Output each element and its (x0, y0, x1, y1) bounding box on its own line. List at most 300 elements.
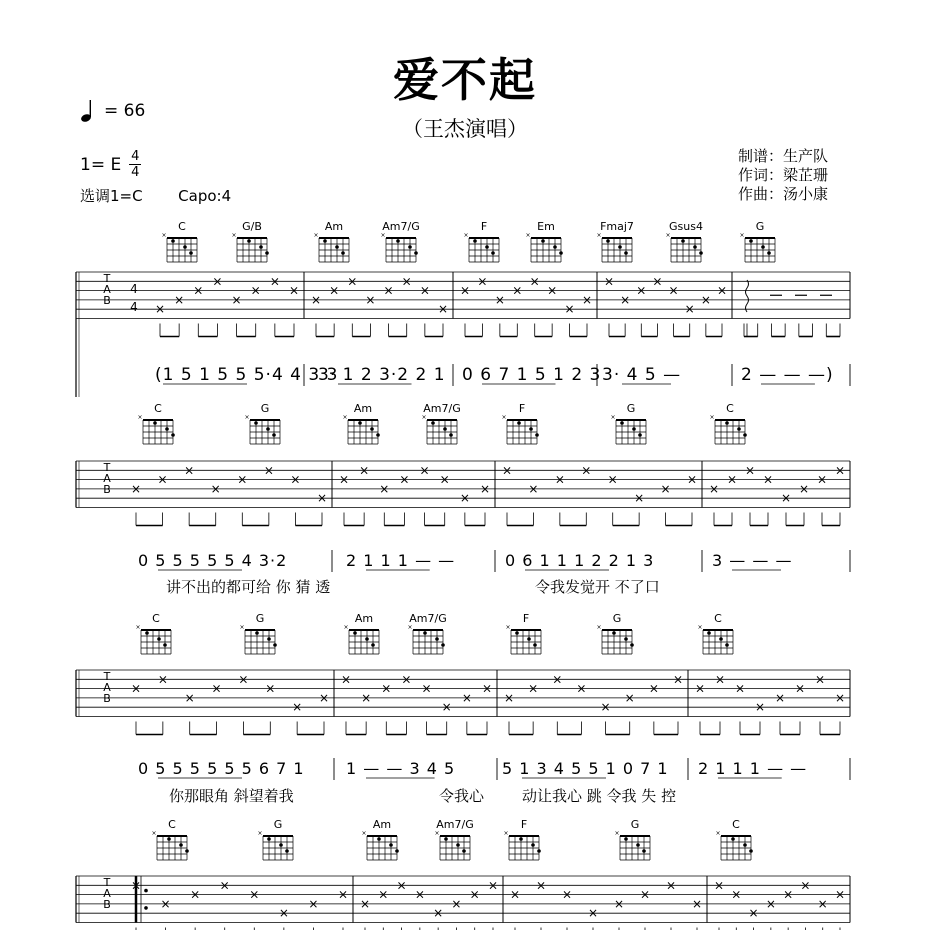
repeat-dot (144, 906, 148, 910)
chord-mute-mark: × (697, 624, 703, 631)
tab-note-mark: × (509, 887, 521, 902)
chord-mute-mark: × (421, 414, 427, 421)
tab-note-mark: × (451, 896, 462, 911)
tab-time-sig: 4 (130, 300, 138, 314)
tab-note-mark: × (157, 472, 168, 487)
chord-mute-mark: × (407, 624, 413, 631)
chord-finger-dot (541, 239, 545, 243)
tab-note-mark: × (816, 472, 828, 487)
tab-note-mark: × (263, 463, 274, 478)
tab-note-mark: × (834, 690, 846, 705)
capo-label: Capo:4 (178, 187, 232, 205)
chord-finger-dot (389, 843, 393, 847)
chord-name: Em (537, 220, 555, 233)
chord-mute-mark: × (525, 232, 531, 239)
tab-clef-letter: A (103, 887, 111, 900)
tab-note-mark: × (414, 887, 425, 902)
chord-finger-dot (273, 643, 277, 647)
chord-mute-mark: × (257, 830, 263, 837)
chord-name: G (626, 402, 636, 415)
chord-diagram-am7-g (421, 402, 460, 444)
tab-note-mark: × (708, 481, 720, 496)
tab-clef-letter: B (103, 294, 111, 307)
tab-note-mark: × (231, 292, 242, 307)
chord-mute-mark: × (505, 624, 511, 631)
tab-note-mark: × (160, 896, 171, 911)
time-sig-bottom: 4 (131, 165, 140, 180)
tab-note-mark: × (190, 887, 201, 902)
tab-note-mark: × (340, 672, 352, 687)
chord-finger-dot (737, 427, 741, 431)
chord-name: Am (324, 220, 344, 233)
tab-note-mark: × (174, 292, 185, 307)
chord-finger-dot (699, 251, 703, 255)
tab-note-mark: × (554, 472, 565, 487)
chord-finger-dot (624, 637, 628, 641)
song-subtitle: （王杰演唱） (402, 117, 528, 141)
chord-mute-mark: × (313, 232, 319, 239)
tab-note-mark: × (613, 896, 625, 911)
notation-measure: 3· 4 5 — (602, 365, 682, 385)
tab-note-mark: × (308, 896, 319, 911)
credit-arranger: 制谱：生产队 (738, 147, 829, 165)
notation-measure: 3· 1 2 3·2 2 1 (318, 365, 446, 385)
chord-finger-dot (396, 239, 400, 243)
tab-note-mark: × (269, 274, 280, 289)
chord-finger-dot (707, 631, 711, 635)
notation-measure: 2 — — —) (741, 365, 834, 385)
tab-note-mark: × (581, 463, 592, 478)
chord-diagram-g (614, 818, 650, 860)
tab-note-mark: × (361, 690, 372, 705)
chord-mute-mark: × (137, 414, 143, 421)
tab-clef-letter: A (103, 681, 111, 694)
chord-finger-dot (606, 239, 610, 243)
tab-note-mark: × (437, 302, 449, 317)
chord-mute-mark: × (614, 830, 620, 837)
chord-name: C (726, 402, 734, 415)
chord-diagram-g (739, 220, 775, 262)
chord-finger-dot (285, 849, 289, 853)
chord-name: F (522, 612, 530, 625)
chord-finger-dot (443, 427, 447, 431)
chord-diagram-g (596, 612, 633, 654)
chord-diagram-g (257, 818, 293, 860)
chord-finger-dot (259, 245, 263, 249)
chord-name: Am (353, 402, 373, 415)
chord-finger-dot (414, 251, 418, 255)
credit-lyricist: 作词：梁芷珊 (738, 166, 829, 184)
chord-finger-dot (266, 427, 270, 431)
chord-name: C (152, 612, 160, 625)
chord-diagram-g (610, 402, 646, 444)
tab-note-mark: × (184, 690, 195, 705)
tab-note-mark: × (834, 887, 846, 902)
chord-finger-dot (353, 631, 357, 635)
lyric-phrase: 令我心 (439, 787, 485, 805)
tab-note-mark: × (359, 896, 371, 911)
tab-note-mark: × (399, 472, 410, 487)
lyric-phrase: 讲不出的都可给 你 猜 透 (166, 578, 331, 596)
tab-note-mark: × (365, 292, 376, 307)
notation-measure: 0 6 7 1 5 1 2 3 (462, 365, 602, 385)
chord-finger-dot (632, 427, 636, 431)
chord-mute-mark: × (161, 232, 167, 239)
tab-note-mark: × (439, 472, 450, 487)
tab-note-mark: × (347, 274, 358, 289)
chord-name: F (520, 818, 528, 831)
tab-note-mark: × (130, 878, 142, 893)
chord-finger-dot (358, 421, 362, 425)
tab-note-mark: × (237, 472, 248, 487)
lyric-phrase: 令我发觉开 不了口 (535, 578, 660, 596)
chord-mute-mark: × (151, 830, 157, 837)
tab-note-mark: × (210, 481, 221, 496)
chord-diagram-g-b (231, 220, 268, 262)
tab-note-mark: × (794, 681, 806, 696)
tab-note-mark: × (564, 302, 575, 317)
lyrics-line-2 (166, 578, 660, 596)
chord-diagram-am7-g (380, 220, 419, 262)
tab-note-mark: × (744, 463, 756, 478)
tab-note-mark: × (798, 481, 810, 496)
tab-note-mark: × (800, 878, 811, 893)
chord-finger-dot (341, 251, 345, 255)
tab-note-mark: × (459, 491, 470, 506)
chord-name: Am7/G (382, 220, 420, 233)
chord-name: F (518, 402, 526, 415)
tab-note-mark: × (211, 681, 222, 696)
tab-note-mark: × (603, 274, 615, 289)
tab-note-mark: × (184, 463, 195, 478)
chord-diagram-gsus4 (665, 220, 703, 262)
tab-note-mark: × (634, 491, 645, 506)
chord-finger-dot (618, 245, 622, 249)
chord-name: G (260, 402, 270, 415)
tab-note-mark: × (157, 672, 168, 687)
chord-mute-mark: × (709, 414, 715, 421)
tab-clef-letter: T (103, 461, 111, 474)
tab-note-mark: × (396, 878, 407, 893)
chord-finger-dot (456, 843, 460, 847)
chord-finger-dot (449, 433, 453, 437)
chord-finger-dot (725, 643, 729, 647)
chord-finger-dot (531, 843, 535, 847)
tab-note-mark: × (672, 672, 684, 687)
tab-note-mark: × (378, 887, 389, 902)
chord-diagram-c (135, 612, 171, 654)
tab-note-mark: × (477, 274, 488, 289)
tab-note-mark: × (639, 887, 651, 902)
tab-note-mark: × (503, 690, 515, 705)
time-sig-top: 4 (131, 149, 140, 164)
tab-note-mark: × (624, 690, 635, 705)
tab-note-mark: × (401, 672, 412, 687)
chord-finger-dot (153, 421, 157, 425)
chord-finger-dot (145, 631, 149, 635)
notation-measure: (1 5 1 5 5 5·4 4 3 3 (155, 365, 339, 385)
chord-finger-dot (491, 251, 495, 255)
tab-note-mark: × (479, 481, 491, 496)
chord-finger-dot (559, 251, 563, 255)
notation-measure: 0 5 5 5 5 5 5 6 7 1 (138, 759, 305, 778)
tab-note-mark: × (288, 283, 300, 298)
chord-finger-dot (431, 421, 435, 425)
chord-finger-dot (473, 239, 477, 243)
chord-diagram-c (161, 220, 197, 262)
tab-clef-letter: T (103, 670, 111, 683)
chord-diagram-am (342, 402, 379, 444)
tab-note-mark: × (731, 887, 742, 902)
chord-mute-mark: × (596, 232, 602, 239)
chord-mute-mark: × (239, 624, 245, 631)
tab-note-mark: × (600, 700, 611, 715)
tab-clef-letter: B (103, 898, 111, 911)
chord-mute-mark: × (244, 414, 250, 421)
chord-name: G (255, 612, 265, 625)
tab-note-mark: × (461, 690, 472, 705)
tab-note-mark: × (154, 302, 166, 317)
credit-composer: 作曲：汤小康 (738, 185, 829, 203)
chord-finger-dot (179, 843, 183, 847)
tab-note-mark: × (535, 878, 547, 893)
arpeggio-mark (746, 280, 749, 312)
tab-note-mark: × (337, 887, 349, 902)
chord-name: Am (354, 612, 374, 625)
chord-finger-dot (515, 631, 519, 635)
chord-finger-dot (749, 849, 753, 853)
tab-note-mark: × (668, 283, 679, 298)
chord-mute-mark: × (361, 830, 367, 837)
chord-finger-dot (624, 251, 628, 255)
tab-note-mark: × (734, 681, 746, 696)
chord-finger-dot (485, 245, 489, 249)
chord-mute-mark: × (231, 232, 237, 239)
chord-finger-dot (267, 637, 271, 641)
tab-note-mark: × (834, 463, 846, 478)
notation-measure: 3 — — — (712, 551, 793, 570)
numbered-notation-3 (138, 758, 850, 780)
chord-finger-dot (371, 643, 375, 647)
tab-note-mark: × (401, 274, 412, 289)
tab-note-mark: × (529, 274, 540, 289)
lyrics-line-3 (169, 787, 676, 805)
song-title: 爱不起 (393, 53, 537, 107)
tab-note-mark: × (310, 292, 322, 307)
tab-note-mark: × (469, 887, 480, 902)
tab-note-mark: × (814, 672, 826, 687)
chord-mute-mark: × (343, 624, 349, 631)
chord-finger-dot (535, 433, 539, 437)
tab-note-mark: × (552, 672, 563, 687)
tab-clef-letter: B (103, 692, 111, 705)
tab-note-mark: × (379, 481, 390, 496)
chord-diagram-f (501, 402, 538, 444)
chord-finger-dot (323, 239, 327, 243)
chord-mute-mark: × (610, 414, 616, 421)
chord-diagram-am (361, 818, 398, 860)
tab-note-mark: × (487, 878, 499, 893)
chord-finger-dot (630, 643, 634, 647)
tab-note-mark: × (765, 896, 776, 911)
tuning-label: 选调1=C (80, 187, 143, 205)
tab-note-mark: × (817, 896, 828, 911)
chord-finger-dot (267, 837, 271, 841)
chord-finger-dot (185, 849, 189, 853)
chord-finger-dot (265, 251, 269, 255)
chord-finger-dot (767, 251, 771, 255)
chord-finger-dot (423, 631, 427, 635)
key-label: 1= E (80, 154, 122, 175)
chord-diagram-c (697, 612, 733, 654)
chord-mute-mark: × (501, 414, 507, 421)
chord-finger-dot (533, 643, 537, 647)
tab-note-mark: × (249, 887, 260, 902)
tab-clef-letter: B (103, 483, 111, 496)
chord-mute-mark: × (434, 830, 440, 837)
lyric-phrase: 动让我心 跳 令我 失 控 (522, 787, 677, 805)
chord-diagram-g (239, 612, 276, 654)
chord-finger-dot (519, 837, 523, 841)
tab-note-mark: × (433, 906, 444, 921)
tab-note-mark: × (726, 472, 738, 487)
chord-diagram-c (715, 818, 752, 860)
chord-name: C (178, 220, 186, 233)
chord-diagram-c (709, 402, 746, 444)
tab-note-mark: × (716, 283, 728, 298)
tab-note-mark: × (754, 700, 766, 715)
chord-finger-dot (731, 837, 735, 841)
notation-measure: 5 1 3 4 5 5 1 0 7 1 (502, 759, 669, 778)
tab-note-mark: × (762, 472, 774, 487)
tab-note-mark: × (748, 906, 759, 921)
chord-finger-dot (370, 427, 374, 431)
chord-finger-dot (517, 421, 521, 425)
tab-note-mark: × (130, 481, 142, 496)
tab-note-mark: × (338, 472, 350, 487)
tab-note-mark: × (780, 491, 792, 506)
chord-finger-dot (377, 837, 381, 841)
chord-finger-dot (693, 245, 697, 249)
tab-clef-letter: A (103, 283, 111, 296)
chord-finger-dot (435, 637, 439, 641)
tab-note-mark: × (421, 681, 432, 696)
tab-note-mark: × (691, 896, 703, 911)
tab-note-mark: × (359, 463, 370, 478)
notation-measure: 0 6 1 1 1 2 2 1 3 (505, 551, 655, 570)
chord-finger-dot (527, 637, 531, 641)
tab-note-mark: × (581, 292, 593, 307)
chord-mute-mark: × (739, 232, 745, 239)
chord-finger-dot (272, 433, 276, 437)
tab-staff-2 (76, 461, 850, 526)
chord-finger-dot (620, 421, 624, 425)
tab-note-mark: × (290, 472, 301, 487)
chord-diagram-am (343, 612, 379, 654)
chord-name: Am7/G (409, 612, 447, 625)
tab-note-mark: × (660, 481, 671, 496)
tab-note-mark: × (292, 700, 303, 715)
tab-note-mark: × (652, 274, 663, 289)
tab-note-mark: × (714, 672, 726, 687)
chord-finger-dot (441, 643, 445, 647)
tab-note-mark: × (383, 283, 394, 298)
chord-finger-dot (157, 637, 161, 641)
chord-name: G (755, 220, 765, 233)
tab-note-mark: × (219, 878, 230, 893)
tab-note-mark: × (238, 672, 249, 687)
chord-finger-dot (553, 245, 557, 249)
tab-note-mark: × (561, 887, 573, 902)
chord-finger-dot (171, 433, 175, 437)
chord-finger-dot (719, 637, 723, 641)
tab-note-mark: × (265, 681, 276, 696)
tab-note-mark: × (694, 681, 706, 696)
notation-measure: 0 5 5 5 5 5 4 3·2 (138, 551, 288, 570)
chord-finger-dot (335, 245, 339, 249)
tab-staff-3 (76, 670, 850, 735)
chord-finger-dot (743, 843, 747, 847)
numbered-notation-1 (155, 364, 850, 386)
tab-note-mark: × (329, 283, 340, 298)
chord-name: G (630, 818, 640, 831)
tab-note-mark: × (607, 472, 618, 487)
chord-name: Fmaj7 (600, 220, 634, 233)
chord-mute-mark: × (665, 232, 671, 239)
chord-finger-dot (254, 421, 258, 425)
chord-mute-mark: × (463, 232, 469, 239)
chord-diagram-c (137, 402, 174, 444)
tab-note-mark: × (212, 274, 223, 289)
tab-note-mark: × (774, 690, 786, 705)
tab-note-mark: × (193, 283, 204, 298)
chord-mute-mark: × (715, 830, 721, 837)
tab-note-mark: × (318, 690, 330, 705)
chord-mute-mark: × (380, 232, 386, 239)
tab-note-mark: × (459, 283, 471, 298)
chord-finger-dot (167, 837, 171, 841)
tab-clef-letter: T (103, 876, 111, 889)
tab-note-mark: × (686, 472, 698, 487)
chord-finger-dot (171, 239, 175, 243)
tab-note-mark: × (576, 681, 587, 696)
chord-finger-dot (163, 643, 167, 647)
tempo-value: = 66 (104, 101, 146, 121)
chord-mute-mark: × (135, 624, 141, 631)
chord-name: Am7/G (423, 402, 461, 415)
tab-note-mark: × (783, 887, 794, 902)
chord-finger-dot (624, 837, 628, 841)
tab-time-sig: 4 (130, 282, 138, 296)
chord-finger-dot (743, 433, 747, 437)
tab-note-mark: × (665, 878, 677, 893)
chord-finger-dot (642, 849, 646, 853)
chord-finger-dot (444, 837, 448, 841)
chord-finger-dot (529, 427, 533, 431)
chord-name: Am7/G (436, 818, 474, 831)
chord-name: C (732, 818, 740, 831)
chord-finger-dot (462, 849, 466, 853)
notation-measure: 2 1 1 1 — — (346, 551, 456, 570)
chord-finger-dot (279, 843, 283, 847)
chord-diagram-g (244, 402, 280, 444)
tab-note-mark: × (278, 906, 289, 921)
chord-finger-dot (638, 433, 642, 437)
chord-diagram-fmaj7 (596, 220, 633, 262)
tab-note-mark: × (528, 681, 539, 696)
notation-measure: 1 — — 3 4 5 (346, 759, 456, 778)
tab-note-mark: × (512, 283, 523, 298)
